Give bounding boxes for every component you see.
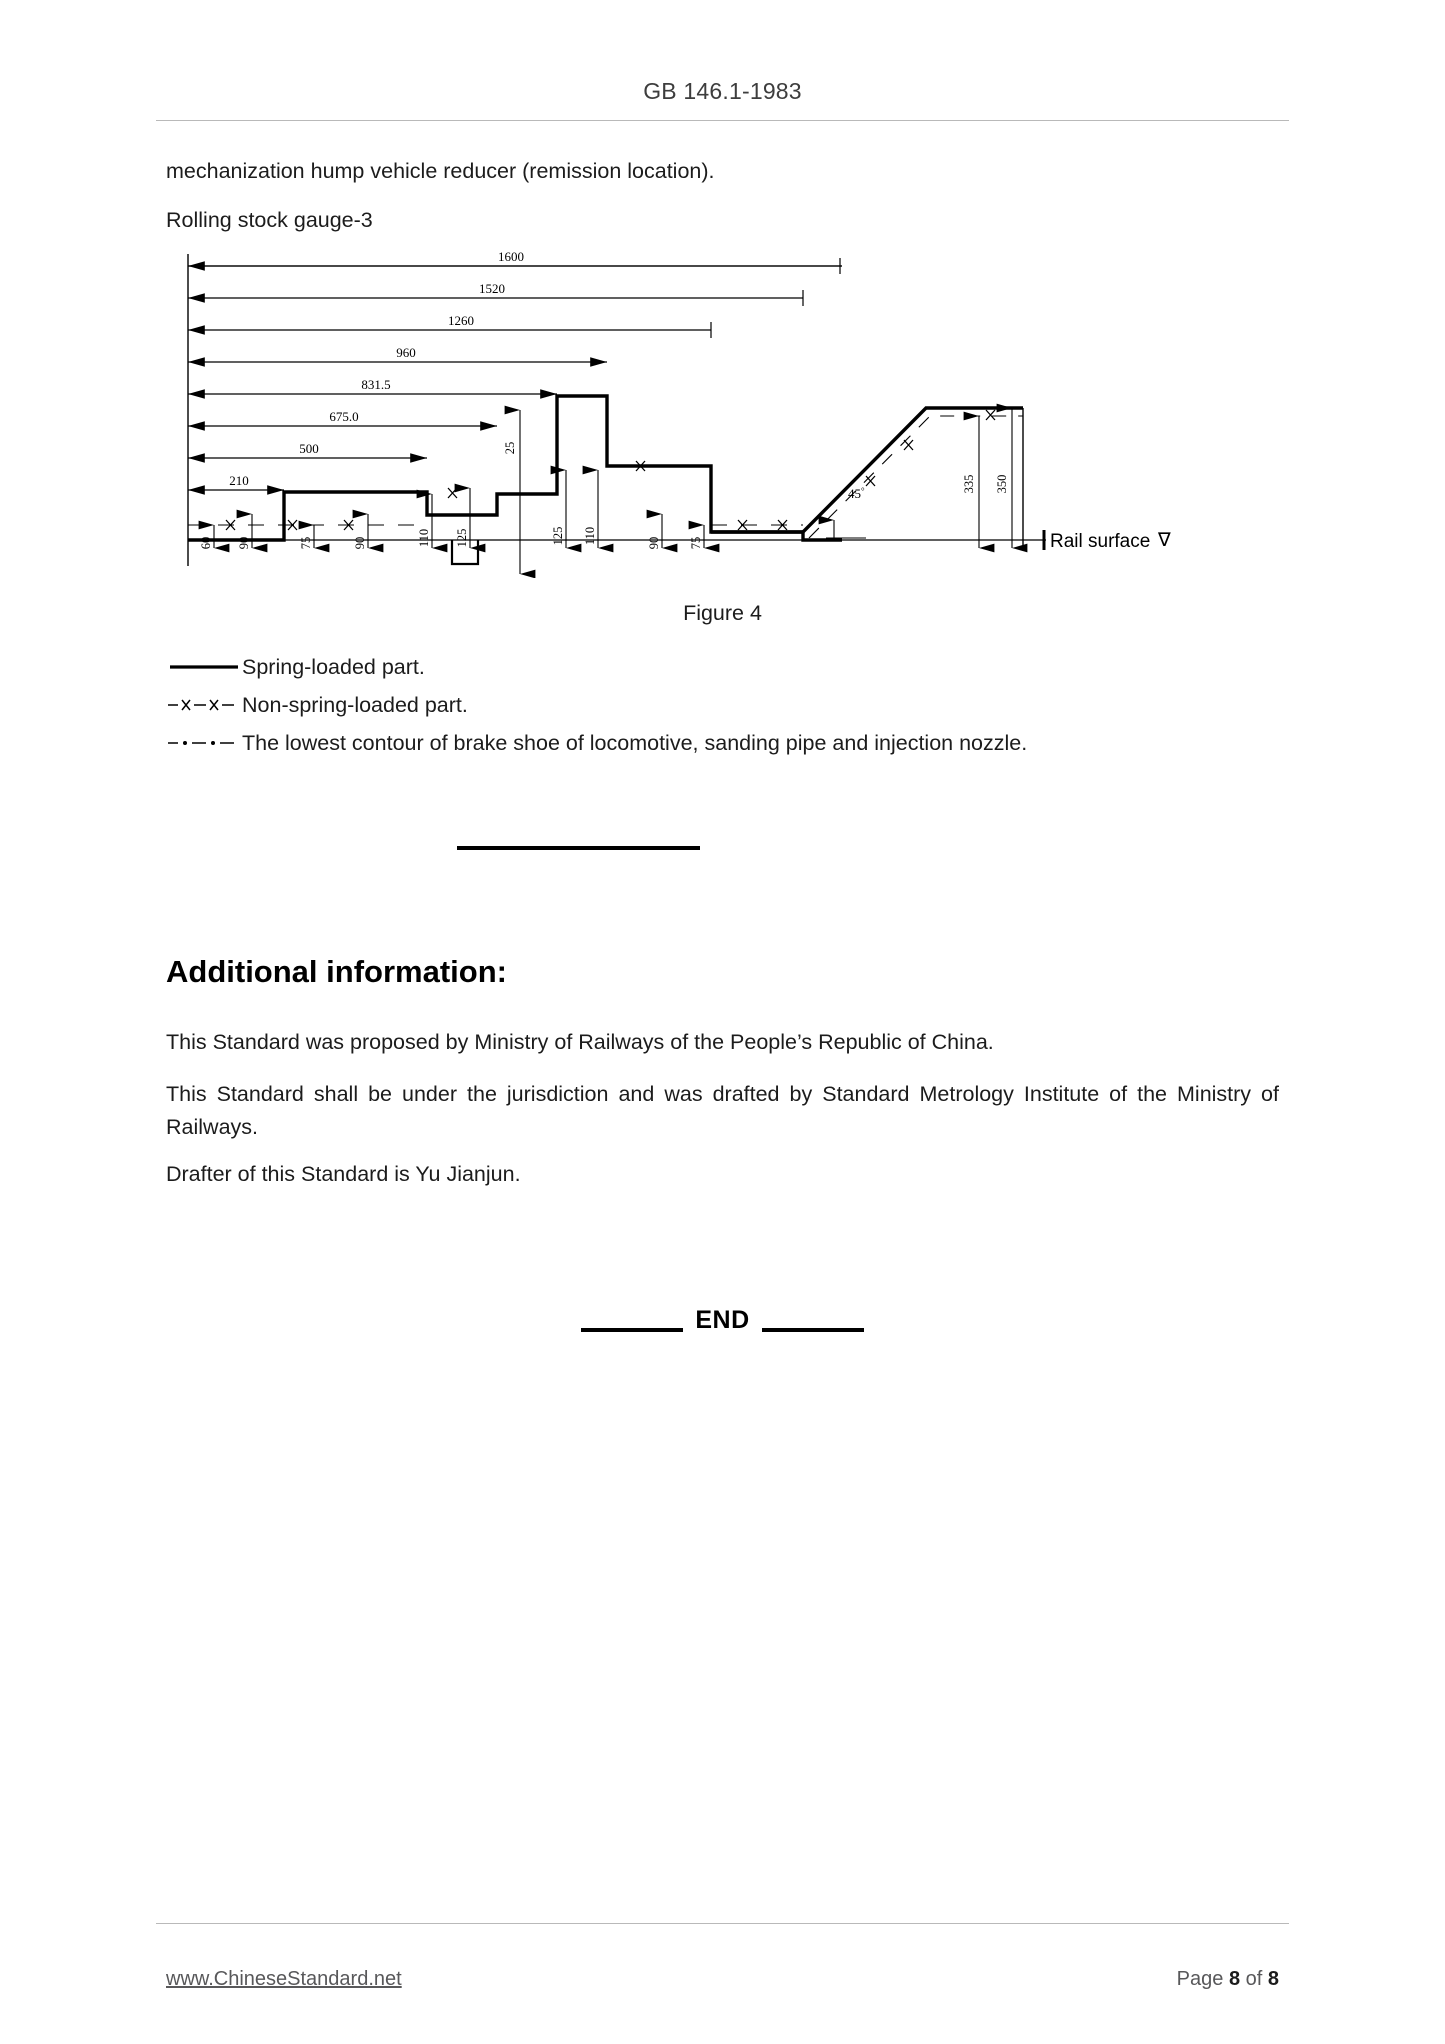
end-marker — [0, 1306, 1445, 1335]
dimension-label-350: 350 — [995, 474, 1009, 494]
figure-caption: Figure 4 — [683, 601, 762, 625]
dimension-label-210: 210 — [229, 473, 249, 488]
dimension-label-960: 960 — [396, 345, 416, 360]
dimension-label-60: 60 — [199, 536, 213, 550]
rail-surface-label: Rail surface — [1050, 531, 1151, 552]
footer-page-total: 8 — [1267, 1968, 1279, 1990]
legend-item-lowest-contour — [166, 724, 1286, 762]
dimension-label-1260: 1260 — [448, 313, 474, 328]
legend-line-cross-dashed-icon — [166, 695, 242, 715]
dimension-label-90-left: 90 — [237, 536, 251, 550]
dimension-label-335: 335 — [962, 474, 976, 494]
section-divider-rule — [457, 846, 700, 850]
footer-page-current: 8 — [1228, 1968, 1241, 1990]
sloped-45deg-segment — [803, 408, 1023, 532]
footer-website-link[interactable]: www.ChineseStandard.net — [166, 1968, 402, 1990]
dimension-label-90-left-2: 90 — [353, 536, 367, 550]
legend-label-lowest-contour: The lowest contour of brake shoe of locomotive, sanding pipe and injection nozzle. — [242, 730, 1028, 755]
legend-label-spring-loaded: Spring-loaded part. — [242, 654, 425, 679]
dimension-label-25: 25 — [503, 441, 517, 455]
figure-legend — [166, 648, 1286, 762]
dimension-label-125-left: 125 — [455, 528, 469, 548]
end-rule-right — [762, 1328, 864, 1332]
rail-surface-symbol-icon: ∇ — [1158, 530, 1171, 551]
end-rule-left — [581, 1328, 683, 1332]
vertical-dimensions-right — [551, 408, 1012, 549]
paragraph-gauge-title: Rolling stock gauge-3 — [166, 208, 373, 232]
dimension-label-90-right: 90 — [647, 536, 661, 550]
gauge-diagram-svg — [166, 248, 1279, 578]
figure-rolling-stock-gauge — [166, 248, 1279, 578]
legend-item-non-spring-loaded — [166, 686, 1286, 724]
angle-label-45: 45° — [848, 486, 865, 501]
additional-information-title: Additional information: — [166, 954, 507, 989]
footer-page-number — [1177, 1968, 1279, 1991]
legend-line-solid-icon — [166, 657, 242, 677]
dimension-label-500: 500 — [299, 441, 319, 456]
additional-paragraph-2: This Standard shall be under the jurisdiction and was drafted by Standard Metrology Institute of the Ministry of Railways. — [166, 1082, 1279, 1140]
legend-line-dash-dot-icon — [166, 733, 242, 753]
dimension-label-110-left: 110 — [417, 528, 431, 548]
footer-divider — [156, 1923, 1289, 1924]
legend-label-non-spring-loaded: Non-spring-loaded part. — [242, 692, 468, 717]
dimension-label-125-right: 125 — [551, 526, 565, 546]
dimension-label-110-right: 110 — [583, 526, 597, 546]
dimension-label-675-0: 675.0 — [329, 409, 359, 424]
dimension-label-1520: 1520 — [479, 281, 505, 296]
header-divider — [156, 120, 1289, 121]
footer-page-prefix: Page — [1176, 1968, 1224, 1990]
paragraph-intro: mechanization hump vehicle reducer (remission location). — [166, 159, 715, 183]
additional-paragraph-1: This Standard was proposed by Ministry of Railways of the People’s Republic of China. — [166, 1030, 994, 1054]
additional-paragraph-3: Drafter of this Standard is Yu Jianjun. — [166, 1162, 521, 1186]
legend-item-spring-loaded — [166, 648, 1286, 686]
dimension-label-1600: 1600 — [498, 249, 524, 264]
gauge-outline-spring-loaded — [188, 396, 842, 540]
dimension-label-75-right: 75 — [689, 536, 703, 550]
footer-page-of: of — [1245, 1968, 1263, 1990]
end-label: END — [695, 1306, 750, 1334]
vertical-dimension-center — [503, 410, 520, 574]
dimension-label-831-5: 831.5 — [361, 377, 391, 392]
document-header-code: GB 146.1-1983 — [643, 78, 802, 104]
dimension-label-75-left: 75 — [299, 536, 313, 550]
